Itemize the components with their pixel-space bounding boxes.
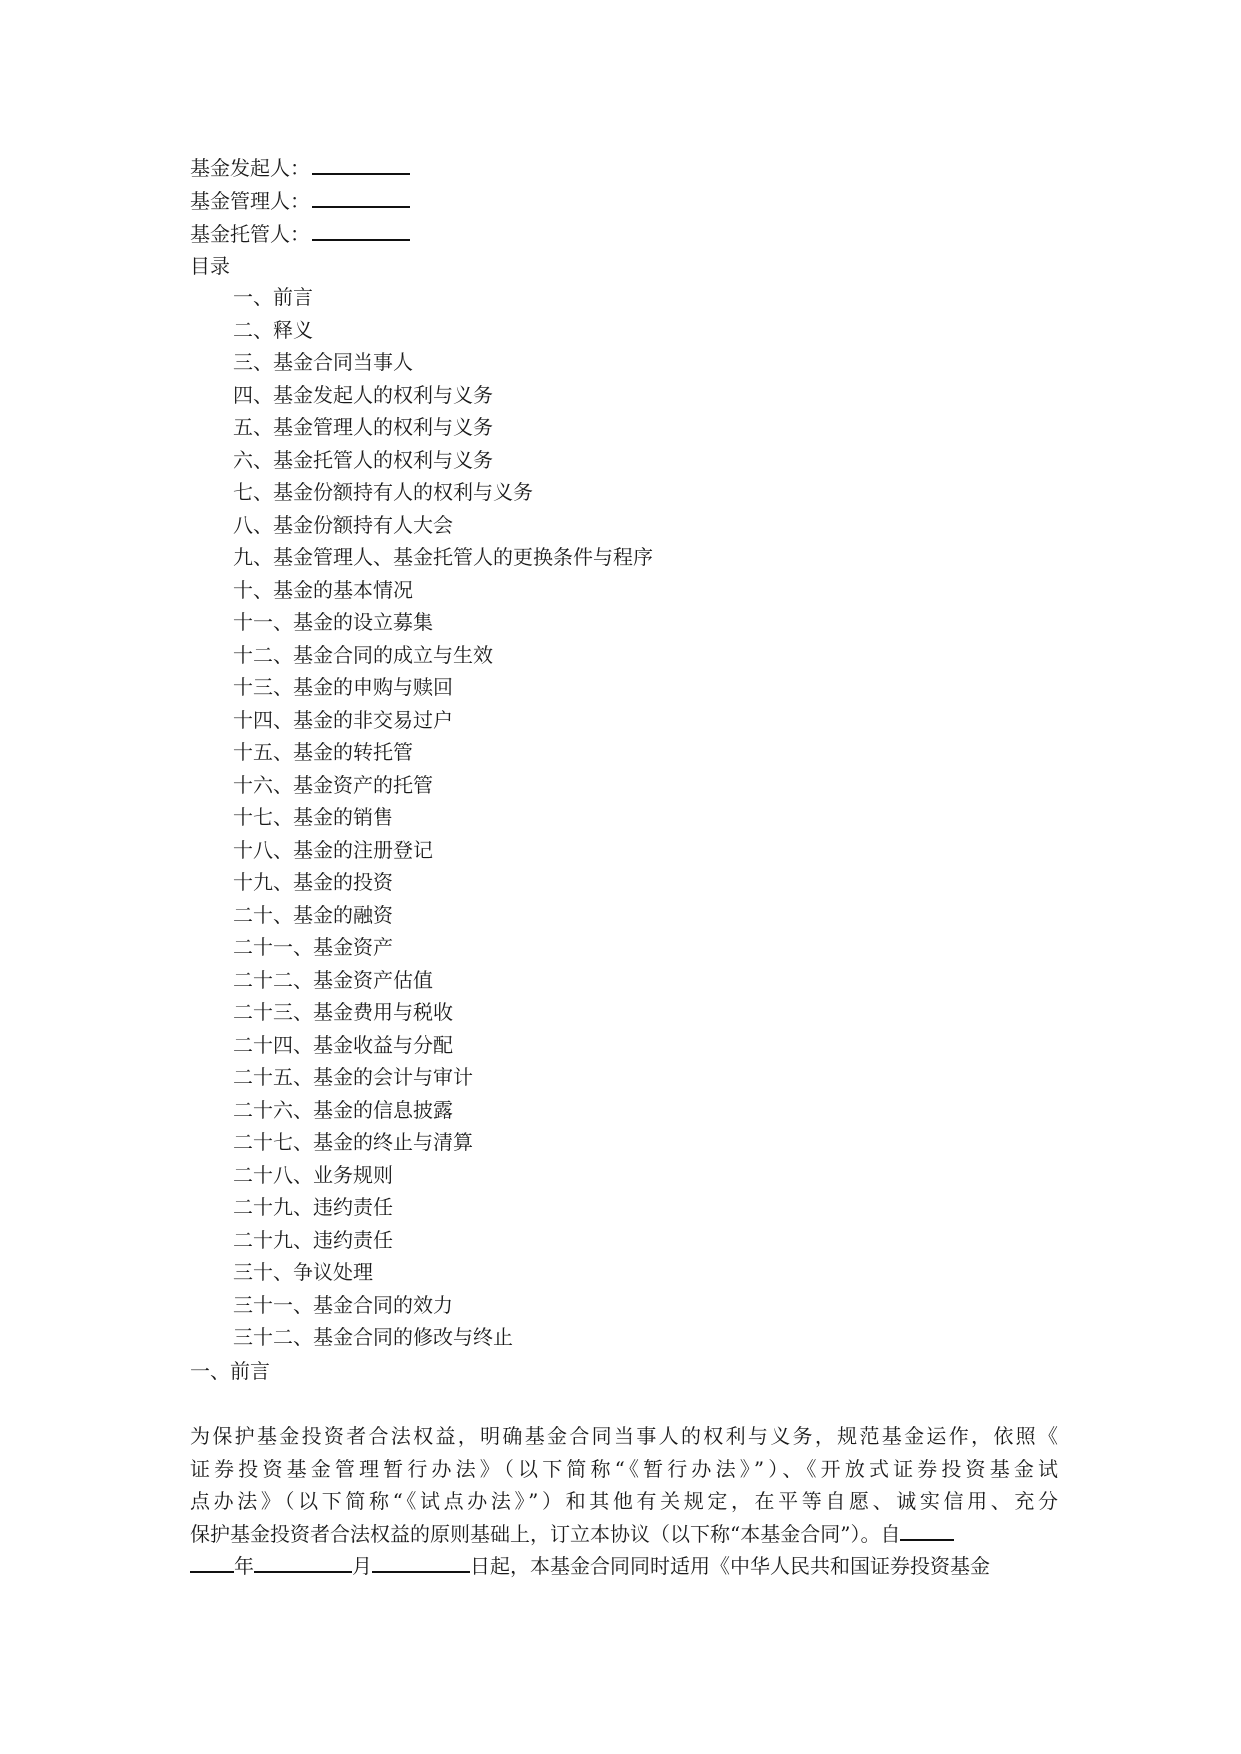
party-line-sponsor (190, 153, 410, 182)
toc-item: 二十六、基金的信息披露 (233, 1097, 453, 1122)
toc-item: 三十一、基金合同的效力 (233, 1292, 453, 1317)
party-line-custodian (190, 219, 410, 248)
toc-item: 二十三、基金费用与税收 (233, 1000, 453, 1024)
toc-item: 二十四、基金收益与分配 (233, 1032, 453, 1057)
party-label: 基金托管人： (190, 222, 310, 246)
toc-item: 八、基金份额持有人大会 (233, 512, 453, 537)
paragraph-line: 为保护基金投资者合法权益，明确基金合同当事人的权利与义务，规范基金运作，依照《 (190, 1424, 1058, 1448)
toc-item: 六、基金托管人的权利与义务 (233, 447, 493, 472)
toc-item: 十四、基金的非交易过户 (233, 707, 453, 732)
toc-item: 七、基金份额持有人的权利与义务 (233, 480, 533, 504)
paragraph-line (190, 1550, 1058, 1583)
toc-item: 十九、基金的投资 (233, 870, 393, 894)
preface-paragraph (190, 1420, 1058, 1583)
toc-item: 二十九、违约责任 (233, 1195, 393, 1219)
toc-item: 三十、争议处理 (233, 1260, 373, 1284)
toc-item: 二、释义 (233, 317, 313, 342)
toc-item: 十一、基金的设立募集 (233, 610, 433, 634)
toc-item: 十七、基金的销售 (233, 805, 393, 829)
toc-item: 二十七、基金的终止与清算 (233, 1130, 473, 1154)
toc-item: 九、基金管理人、基金托管人的更换条件与程序 (233, 545, 653, 569)
party-line-manager (190, 186, 410, 215)
year-label: 年 (234, 1554, 254, 1578)
toc-item: 三、基金合同当事人 (233, 350, 413, 374)
paragraph-line: 点办法》（以下简称“《试点办法》”）和其他有关规定，在平等自愿、诚实信用、充分 (190, 1489, 1058, 1513)
party-label: 基金管理人： (190, 189, 310, 213)
toc-item: 五、基金管理人的权利与义务 (233, 415, 493, 439)
blank-field[interactable] (254, 1551, 352, 1573)
toc-item: 十八、基金的注册登记 (233, 837, 433, 862)
toc-item: 十、基金的基本情况 (233, 577, 413, 602)
paragraph-line (190, 1518, 1058, 1551)
toc-item: 二十一、基金资产 (233, 935, 393, 959)
month-label: 月 (352, 1554, 372, 1578)
party-label: 基金发起人： (190, 156, 310, 180)
toc-item: 三十二、基金合同的修改与终止 (233, 1325, 513, 1349)
toc-item: 二十五、基金的会计与审计 (233, 1065, 473, 1089)
blank-field[interactable] (312, 153, 410, 175)
blank-field[interactable] (372, 1551, 470, 1573)
toc-item: 十二、基金合同的成立与生效 (233, 642, 493, 667)
toc-item: 十六、基金资产的托管 (233, 772, 433, 797)
blank-field[interactable] (312, 219, 410, 241)
blank-field[interactable] (900, 1519, 954, 1541)
paragraph-text: 保护基金投资者合法权益的原则基础上，订立本协议（以下称“本基金合同”）。自 (190, 1521, 901, 1546)
paragraph-text: 日起，本基金合同同时适用《中华人民共和国证券投资基金 (470, 1554, 990, 1578)
toc-item: 二十八、业务规则 (233, 1162, 393, 1187)
toc-item: 一、前言 (233, 285, 313, 309)
paragraph-line: 证券投资基金管理暂行办法》（以下简称“《暂行办法》”）、《开放式证券投资基金试 (190, 1456, 1058, 1481)
toc-item: 二十九、违约责任 (233, 1227, 393, 1252)
toc-item: 二十、基金的融资 (233, 902, 393, 927)
toc-item: 十五、基金的转托管 (233, 740, 413, 764)
blank-field[interactable] (190, 1551, 234, 1573)
blank-field[interactable] (312, 186, 410, 208)
toc-item: 四、基金发起人的权利与义务 (233, 382, 493, 407)
toc-heading: 目录 (190, 254, 230, 278)
section-heading: 一、前言 (190, 1359, 270, 1383)
toc-item: 二十二、基金资产估值 (233, 967, 433, 992)
toc-item: 十三、基金的申购与赎回 (233, 675, 453, 699)
